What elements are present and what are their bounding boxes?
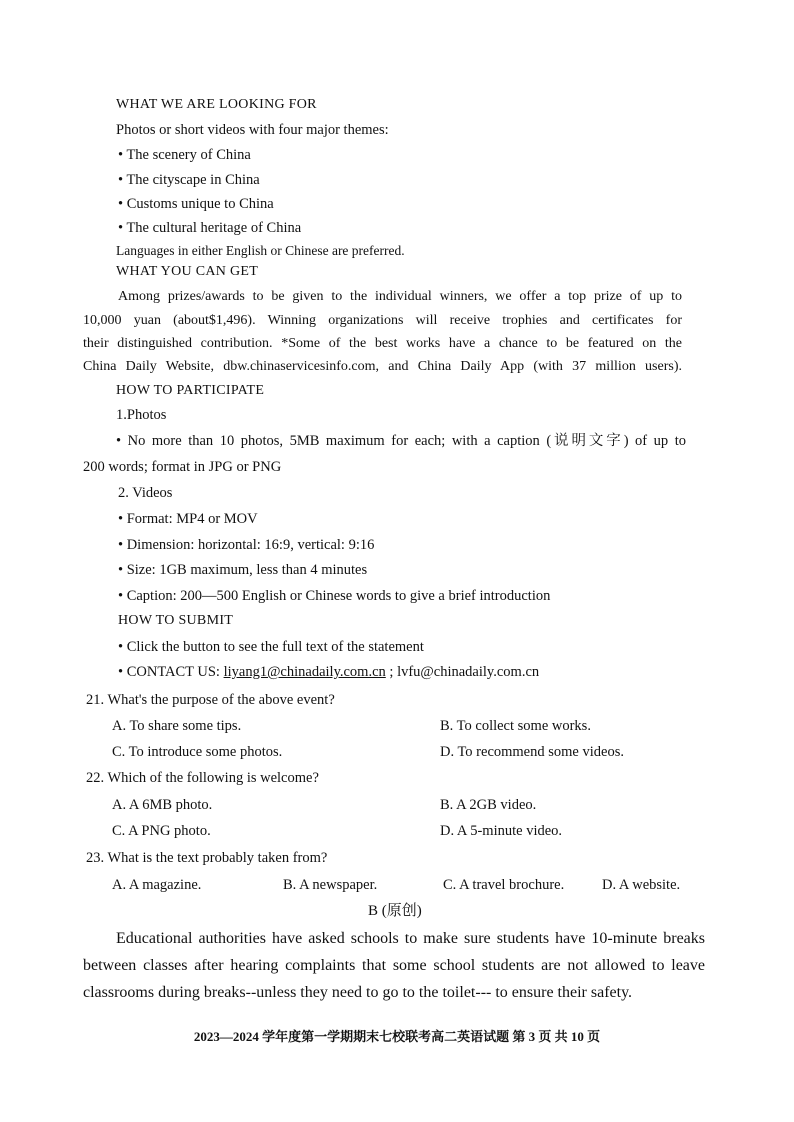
option-22-d: D. A 5-minute video. xyxy=(440,823,563,839)
prize-paragraph-line: 10,000 yuan (about$1,496). Winning organizations will receive trophies and certificates for xyxy=(83,313,682,328)
submit-instruction: • Click the button to see the full text of the statement xyxy=(118,639,424,655)
passage-line: Educational authorities have asked schools to make sure students have 10-minute breaks xyxy=(116,930,705,947)
video-requirement-item: • Format: MP4 or MOV xyxy=(118,511,258,527)
passage-line: between classes after hearing complaints that some school students are not allowed to leave xyxy=(83,957,705,974)
contact-email-text: lvfu@chinadaily.com.cn xyxy=(397,664,540,680)
section-heading-participate: HOW TO PARTICIPATE xyxy=(116,383,265,398)
section-heading-can-get: WHAT YOU CAN GET xyxy=(116,264,259,279)
question-23: 23. What is the text probably taken from? xyxy=(86,850,328,866)
option-23-d: D. A website. xyxy=(602,877,681,893)
theme-item: • The cityscape in China xyxy=(118,172,260,188)
option-21-a: A. To share some tips. xyxy=(112,718,242,734)
video-requirement-item: • Size: 1GB maximum, less than 4 minutes xyxy=(118,562,368,578)
contact-line xyxy=(118,662,539,682)
prize-paragraph-line: China Daily Website, dbw.chinaservicesinfo.com, and China Daily App (with 37 million users). xyxy=(83,359,682,374)
option-22-a: A. A 6MB photo. xyxy=(112,797,213,813)
option-21-b: B. To collect some works. xyxy=(440,718,591,734)
photos-requirement-line: 200 words; format in JPG or PNG xyxy=(83,459,282,475)
option-23-c: C. A travel brochure. xyxy=(443,877,565,893)
theme-item: • Customs unique to China xyxy=(118,196,274,212)
prize-paragraph-line: their distinguished contribution. *Some of the best works have a chance to be featured on the xyxy=(83,336,682,351)
contact-separator: ; xyxy=(385,664,398,680)
theme-item: • The scenery of China xyxy=(118,147,251,163)
option-22-c: C. A PNG photo. xyxy=(112,823,211,839)
option-21-c: C. To introduce some photos. xyxy=(112,744,283,760)
prize-paragraph-line: Among prizes/awards to be given to the individual winners, we offer a top prize of up to xyxy=(118,289,682,304)
photos-requirement-line: • No more than 10 photos, 5MB maximum for each; with a caption (说明文字) of up to xyxy=(116,433,686,449)
themes-intro: Photos or short videos with four major themes: xyxy=(116,122,389,138)
option-21-d: D. To recommend some videos. xyxy=(440,744,624,760)
passage-line: classrooms during breaks--unless they need to go to the toilet--- to ensure their safety. xyxy=(83,984,633,1001)
video-requirement-item: • Caption: 200—500 English or Chinese words to give a brief introduction xyxy=(118,588,551,604)
contact-email-link[interactable]: liyang1@chinadaily.com.cn xyxy=(223,664,386,680)
languages-note: Languages in either English or Chinese are preferred. xyxy=(116,243,405,258)
option-23-b: B. A newspaper. xyxy=(283,877,378,893)
photos-subheading: 1.Photos xyxy=(116,407,167,423)
option-23-a: A. A magazine. xyxy=(112,877,202,893)
question-21: 21. What's the purpose of the above event? xyxy=(86,692,335,708)
section-heading-looking-for: WHAT WE ARE LOOKING FOR xyxy=(116,97,317,112)
contact-label: • CONTACT US: xyxy=(118,664,224,680)
theme-item: • The cultural heritage of China xyxy=(118,220,302,236)
videos-subheading: 2. Videos xyxy=(118,485,173,501)
page-footer: 2023—2024 学年度第一学期期末七校联考高二英语试题 第 3 页 共 10 页 xyxy=(193,1029,601,1044)
section-b-title: B (原创) xyxy=(368,903,422,919)
option-22-b: B. A 2GB video. xyxy=(440,797,537,813)
question-22: 22. Which of the following is welcome? xyxy=(86,770,319,786)
section-heading-submit: HOW TO SUBMIT xyxy=(118,613,234,628)
video-requirement-item: • Dimension: horizontal: 16:9, vertical: 9:16 xyxy=(118,537,375,553)
